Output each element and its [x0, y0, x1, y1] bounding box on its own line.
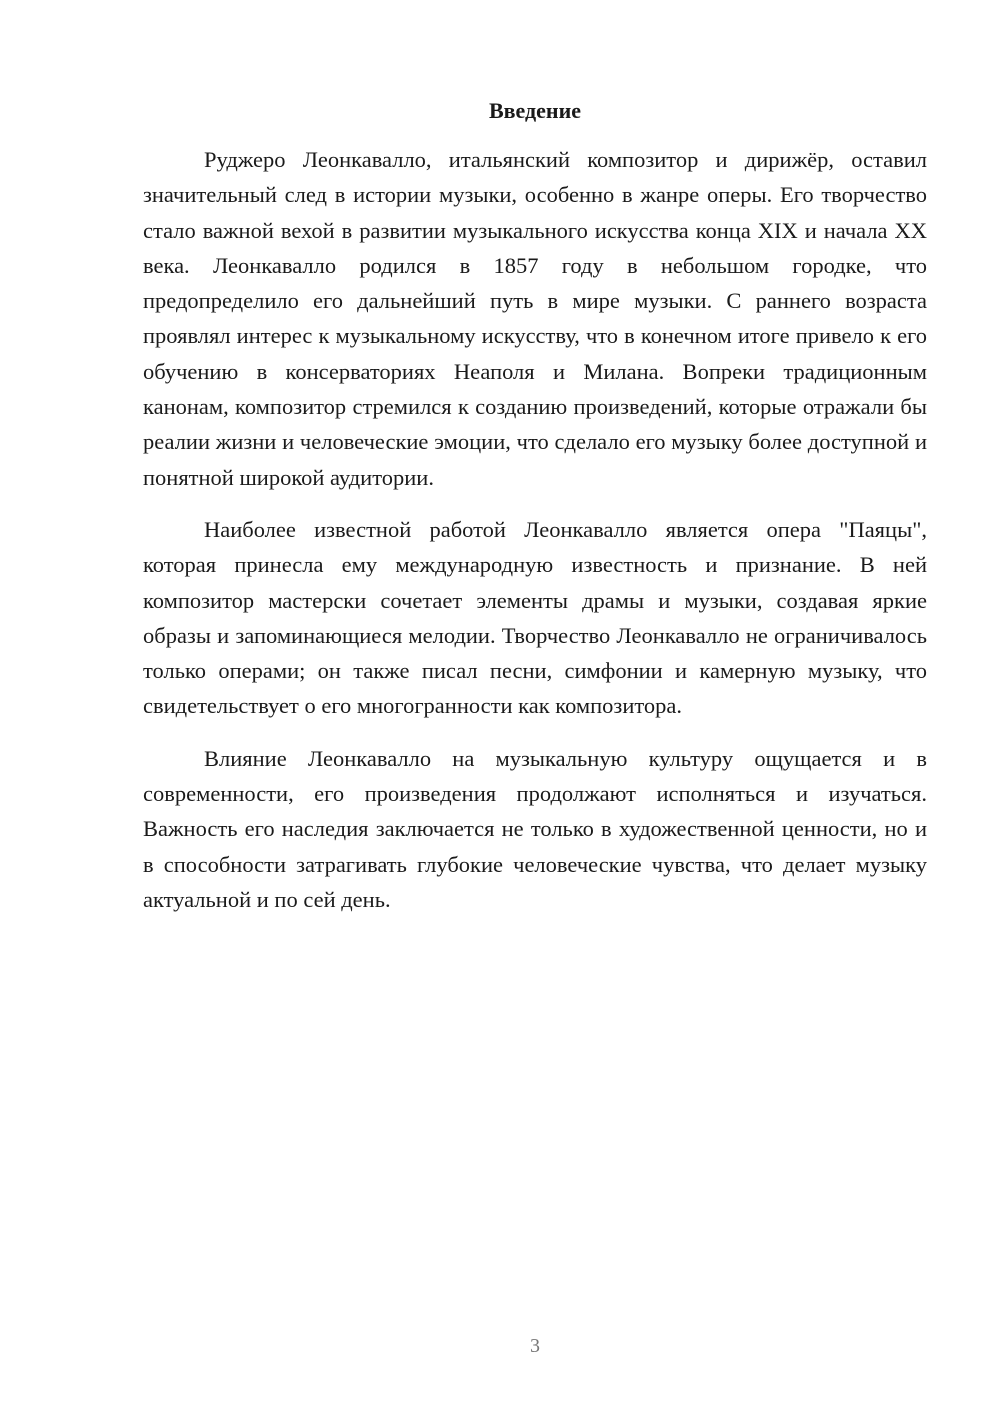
paragraph-3: Влияние Леонкавалло на музыкальную культуру ощущается и в современности, его произведения продолжают исполняться и изучаться. Важность его наследия заключается не только в художественной ценности, но и в способности затрагивать глубокие человеческие чувства, что делает музыку актуальной и по сей день.	[143, 745, 927, 912]
document-body	[143, 142, 927, 917]
section-heading: Введение	[488, 98, 582, 123]
paragraph-2: Наиболее известной работой Леонкавалло является опера "Паяцы", которая принесла ему международную известность и признание. В ней композитор мастерски сочетает элементы драмы и музыки, создавая яркие образы и запоминающиеся мелодии. Творчество Леонкавалло не ограничивалось только операми; он также писал песни, симфонии и камерную музыку, что свидетельствует о его многогранности как композитора.	[143, 516, 927, 719]
page-number: 3	[530, 1335, 540, 1357]
paragraph-1: Руджеро Леонкавалло, итальянский композитор и дирижёр, оставил значительный след в истории музыки, особенно в жанре оперы. Его творчество стало важной вехой в развитии музыкального искусства конца XIX и начала XX века. Леонкавалло родился в 1857 году в небольшом городке, что предопределило его дальнейший путь в мире музыки. С раннего возраста проявлял интерес к музыкальному искусству, что в конечном итоге привело к его обучению в консерваториях Неаполя и Милана. Вопреки традиционным канонам, композитор стремился к созданию произведений, которые отражали бы реалии жизни и человеческие эмоции, что сделало его музыку более доступной и понятной широкой аудитории.	[143, 147, 927, 490]
